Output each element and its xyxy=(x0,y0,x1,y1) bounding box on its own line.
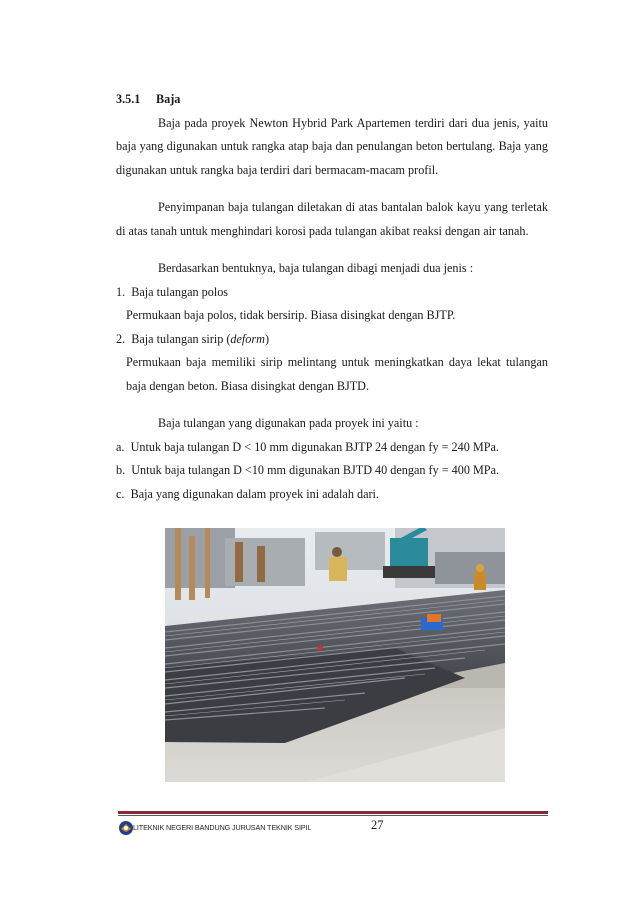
list-item-description: Permukaan baja polos, tidak bersirip. Biasa disingkat dengan BJTP. xyxy=(126,308,456,322)
list-item xyxy=(116,436,548,460)
list-marker: a. xyxy=(116,439,125,454)
footer-rule xyxy=(118,811,548,814)
list-item-text: Untuk baja tulangan D < 10 mm digunakan BJTP 24 dengan fy = 240 MPa. xyxy=(130,439,499,454)
list-item xyxy=(116,281,548,305)
list-item-text: Baja yang digunakan dalam proyek ini adalah dari. xyxy=(130,486,379,501)
list-item-description: Permukaan baja memiliki sirip melintang untuk meningkatkan daya lekat tulangan baja dengan beton. Biasa disingkat dengan BJTD. xyxy=(126,355,548,393)
list-marker: 2. xyxy=(116,331,126,346)
list-marker: b. xyxy=(116,463,126,477)
paragraph-rebar-used: Baja tulangan yang digunakan pada proyek ini yaitu : xyxy=(158,416,419,430)
page-content xyxy=(116,88,548,506)
section-title: Baja xyxy=(156,92,181,106)
list-item-text: Untuk baja tulangan D <10 mm digunakan BJTD 40 dengan fy = 400 MPa. xyxy=(131,463,500,477)
list-item xyxy=(116,328,548,352)
list-item-title: Baja tulangan polos xyxy=(131,284,229,299)
section-number: 3.5.1 xyxy=(116,92,141,106)
list-marker: c. xyxy=(116,486,125,501)
list-item-title-prefix: Baja tulangan sirip ( xyxy=(131,331,231,346)
list-marker: 1. xyxy=(116,284,126,299)
paragraph-storage: Penyimpanan baja tulangan diletakan di atas bantalan balok kayu yang terletak di atas tanah untuk menghindari korosi pada tulangan akibat reaksi dengan air tanah. xyxy=(116,200,548,238)
polban-logo-icon xyxy=(118,820,134,836)
list-item xyxy=(116,483,548,507)
footer-institution: LITEKNIK NEGERI BANDUNG JURUSAN TEKNIK SIPIL xyxy=(133,823,312,832)
page-number: 27 xyxy=(371,818,384,832)
paragraph-rebar-shapes: Berdasarkan bentuknya, baja tulangan dibagi menjadi dua jenis : xyxy=(158,261,474,275)
rebar-stockpile-photo xyxy=(165,528,505,782)
list-item-title-suffix: ) xyxy=(264,331,269,346)
list-item-title-emphasis: deform xyxy=(230,331,265,346)
section-heading xyxy=(116,88,548,112)
list-item xyxy=(116,459,548,483)
paragraph-steel-types: Baja pada proyek Newton Hybrid Park Apartemen terdiri dari dua jenis, yaitu baja yang digunakan untuk rangka atap baja dan penulangan beton bertulang. Baja yang digunakan untuk rangka baja terdiri dari bermacam-macam profil. xyxy=(116,115,548,177)
footer-rule-thin xyxy=(118,815,548,816)
